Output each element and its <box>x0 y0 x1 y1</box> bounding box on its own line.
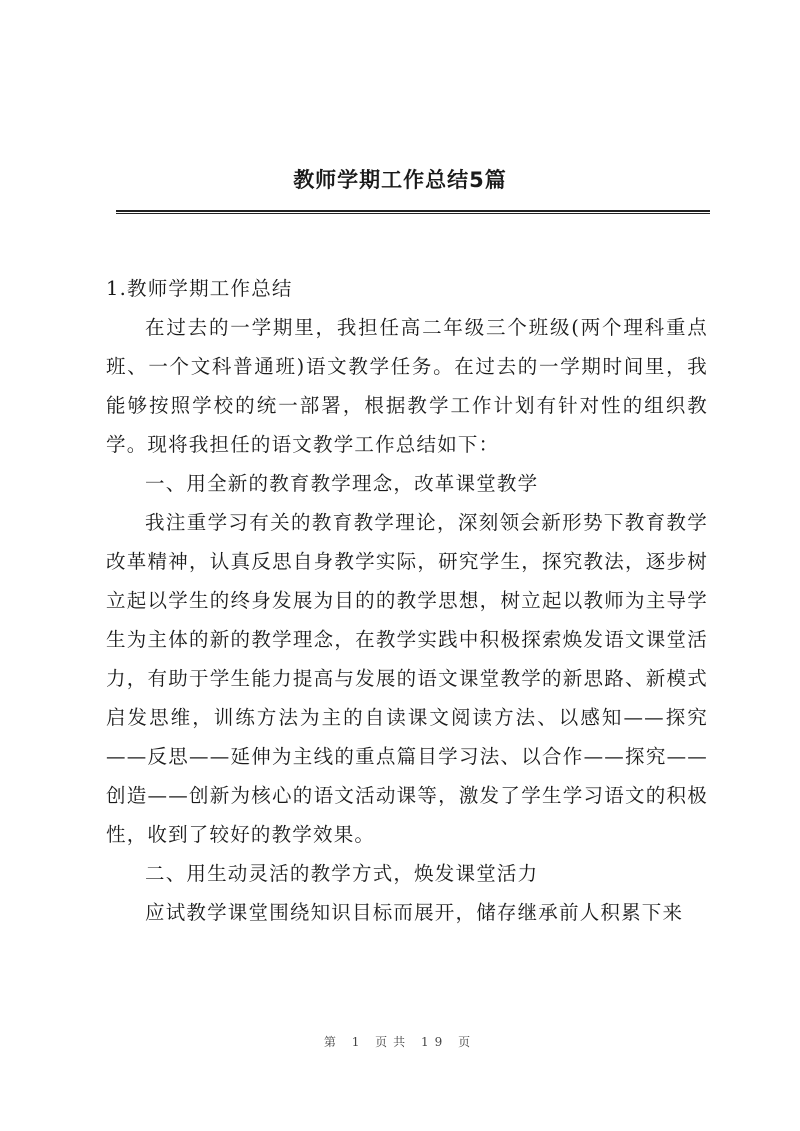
subheading-1: 一、用全新的教育教学理念，改革课堂教学 <box>145 472 539 495</box>
section-heading: 1.教师学期工作总结 <box>106 277 293 300</box>
paragraph-teaching-philosophy: 我注重学习有关的教育教学理论，深刻领会新形势下教育教学改革精神，认真反思自身教学实际，研究学生，探究教法，逐步树立起以学生的终身发展为目的的教学思想，树立起以教师为主导学生为主体的新的教学理念，在教学实践中积极探索焕发语文课堂活力，有助于学生能力提高与发展的语文课堂教学的新思路、新模式启发思维，训练方法为主的自读课文阅读方法、以感知——探究——反思——延伸为主线的重点篇目学习法、以合作——探究——创造——创新为核心的语文活动课等，激发了学生学习语文的积极性，收到了较好的教学效果。 <box>106 511 708 846</box>
paragraph-classroom: 应试教学课堂围绕知识目标而展开，储存继承前人积累下来 <box>145 901 684 924</box>
title-divider <box>116 210 710 214</box>
page-title: 教师学期工作总结5篇 <box>293 168 507 192</box>
subheading-2: 二、用生动灵活的教学方式，焕发课堂活力 <box>145 862 539 885</box>
document-body <box>106 269 708 932</box>
page-number-footer: 第 1 页共 19 页 <box>323 1035 477 1049</box>
paragraph-intro: 在过去的一学期里，我担任高二年级三个班级(两个理科重点班、一个文科普通班)语文教学任务。在过去的一学期时间里，我能够按照学校的统一部署，根据教学工作计划有针对性的组织教学。现将我担任的语文教学工作总结如下： <box>106 316 708 456</box>
